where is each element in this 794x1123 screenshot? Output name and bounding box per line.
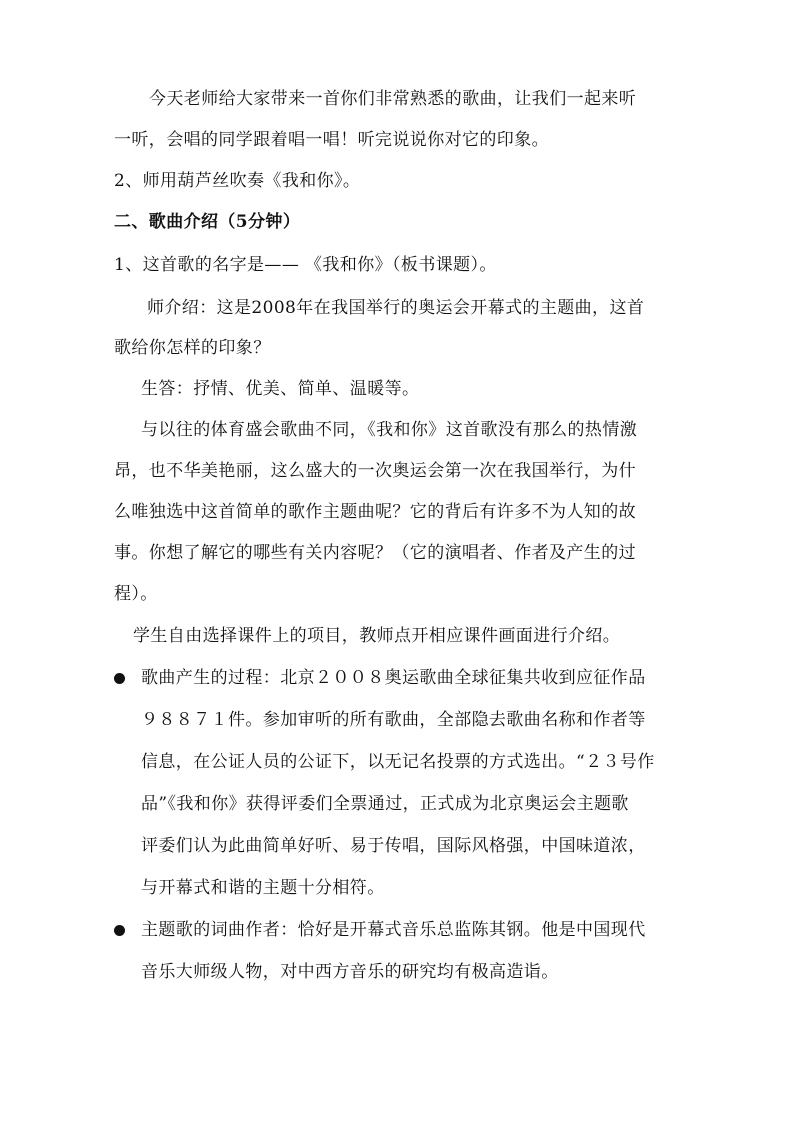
bullet-1-line-1: 歌曲产生的过程：北京２００８奥运歌曲全球征集共收到应征作品 xyxy=(141,668,646,688)
step-2: 2、师用葫芦丝吹奏《我和你》。 xyxy=(114,171,361,191)
bullet-dot-icon xyxy=(114,925,125,936)
paragraph-line-3: 么唯独选中这首简单的歌作主题曲呢？它的背后有许多不为人知的故 xyxy=(114,502,636,522)
item-1: 1、这首歌的名字是—— 《我和你》（板书课题）。 xyxy=(114,255,497,275)
intro-line-1: 今天老师给大家带来一首你们非常熟悉的歌曲，让我们一起来听 xyxy=(149,89,637,109)
bullet-2-line-1: 主题歌的词曲作者：恰好是开幕式音乐总监陈其钢。他是中国现代 xyxy=(141,920,646,940)
bullet-1-line-3: 信息，在公证人员的公证下，以无记名投票的方式选出。“２３号作 xyxy=(141,752,655,772)
bullet-1-line-4: 品”《我和你》获得评委们全票通过，正式成为北京奥运会主题歌 xyxy=(141,794,629,814)
teacher-intro-line-1: 师介绍：这是2008年在我国举行的奥运会开幕式的主题曲，这首 xyxy=(147,298,645,318)
student-choose: 学生自由选择课件上的项目，教师点开相应课件画面进行介绍。 xyxy=(133,626,621,646)
paragraph-line-1: 与以往的体育盛会歌曲不同，《我和你》这首歌没有那么的热情激 xyxy=(141,420,638,440)
teacher-intro-line-2: 歌给你怎样的印象？ xyxy=(114,338,271,358)
section-heading: 二、歌曲介绍（5分钟） xyxy=(114,212,301,232)
bullet-dot-icon xyxy=(114,673,125,684)
bullet-1-line-5: 评委们认为此曲简单好听、易于传唱，国际风格强，中国味道浓， xyxy=(141,836,646,856)
paragraph-line-5: 程）。 xyxy=(114,584,158,604)
paragraph-line-4: 事。你想了解它的哪些有关内容呢？（它的演唱者、作者及产生的过 xyxy=(114,543,636,563)
student-answer: 生答：抒情、优美、简单、温暖等。 xyxy=(141,379,420,399)
intro-line-2: 一听，会唱的同学跟着唱一唱！听完说说你对它的印象。 xyxy=(114,130,549,150)
bullet-2-line-2: 音乐大师级人物，对中西方音乐的研究均有极高造诣。 xyxy=(141,962,559,982)
bullet-1-line-6: 与开幕式和谐的主题十分相符。 xyxy=(141,878,385,898)
paragraph-line-2: 昂，也不华美艳丽，这么盛大的一次奥运会第一次在我国举行，为什 xyxy=(114,461,636,481)
bullet-1-line-2: ９８８７１件。参加审听的所有歌曲，全部隐去歌曲名称和作者等 xyxy=(141,710,646,730)
